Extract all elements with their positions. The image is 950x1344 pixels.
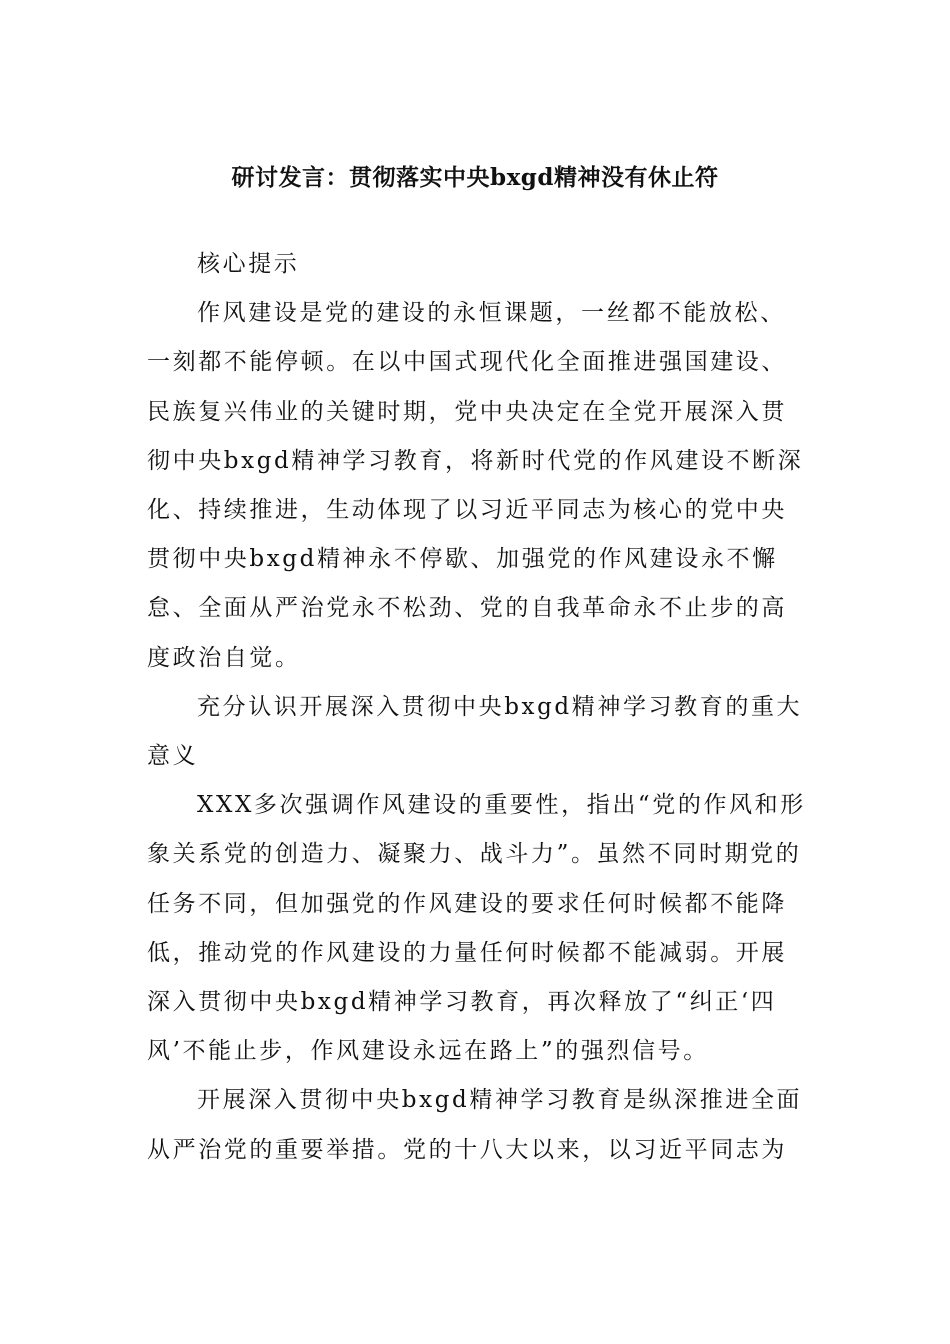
paragraph-importance: XXX多次强调作风建设的重要性，指出“党的作风和形象关系党的创造力、凝聚力、战斗力”。虽然不同时期党的任务不同，但加强党的作风建设的要求任何时候都不能降低，推动党的作风建设的力量任何时候都不能减弱。开展深入贯彻中央bxgd精神学习教育，再次释放了“纠正‘四风’不能止步，作风建设永远在路上”的强烈信号。 (147, 792, 806, 1065)
paragraph-intro: 作风建设是党的建设的永恒课题，一丝都不能放松、一刻都不能停顿。在以中国式现代化全面推进强国建设、民族复兴伟业的关键时期，党中央决定在全党开展深入贯彻中央bxgd精神学习教育，将新时代党的作风建设不断深化、持续推进，生动体现了以习近平同志为核心的党中央贯彻中央bxgd精神永不停歇、加强党的作风建设永不懈怠、全面从严治党永不松劲、党的自我革命永不止步的高度政治自觉。 (147, 300, 804, 671)
paragraph-section-heading: 充分认识开展深入贯彻中央bxgd精神学习教育的重大意义 (147, 693, 803, 770)
document-title: 研讨发言：贯彻落实中央bxgd精神没有休止符 (231, 164, 719, 191)
document-body (147, 240, 807, 1175)
paragraph-measures: 开展深入贯彻中央bxgd精神学习教育是纵深推进全面从严治党的重要举措。党的十八大以来，以习近平同志为 (147, 1087, 803, 1163)
paragraph-core-tip: 核心提示 (197, 251, 300, 277)
